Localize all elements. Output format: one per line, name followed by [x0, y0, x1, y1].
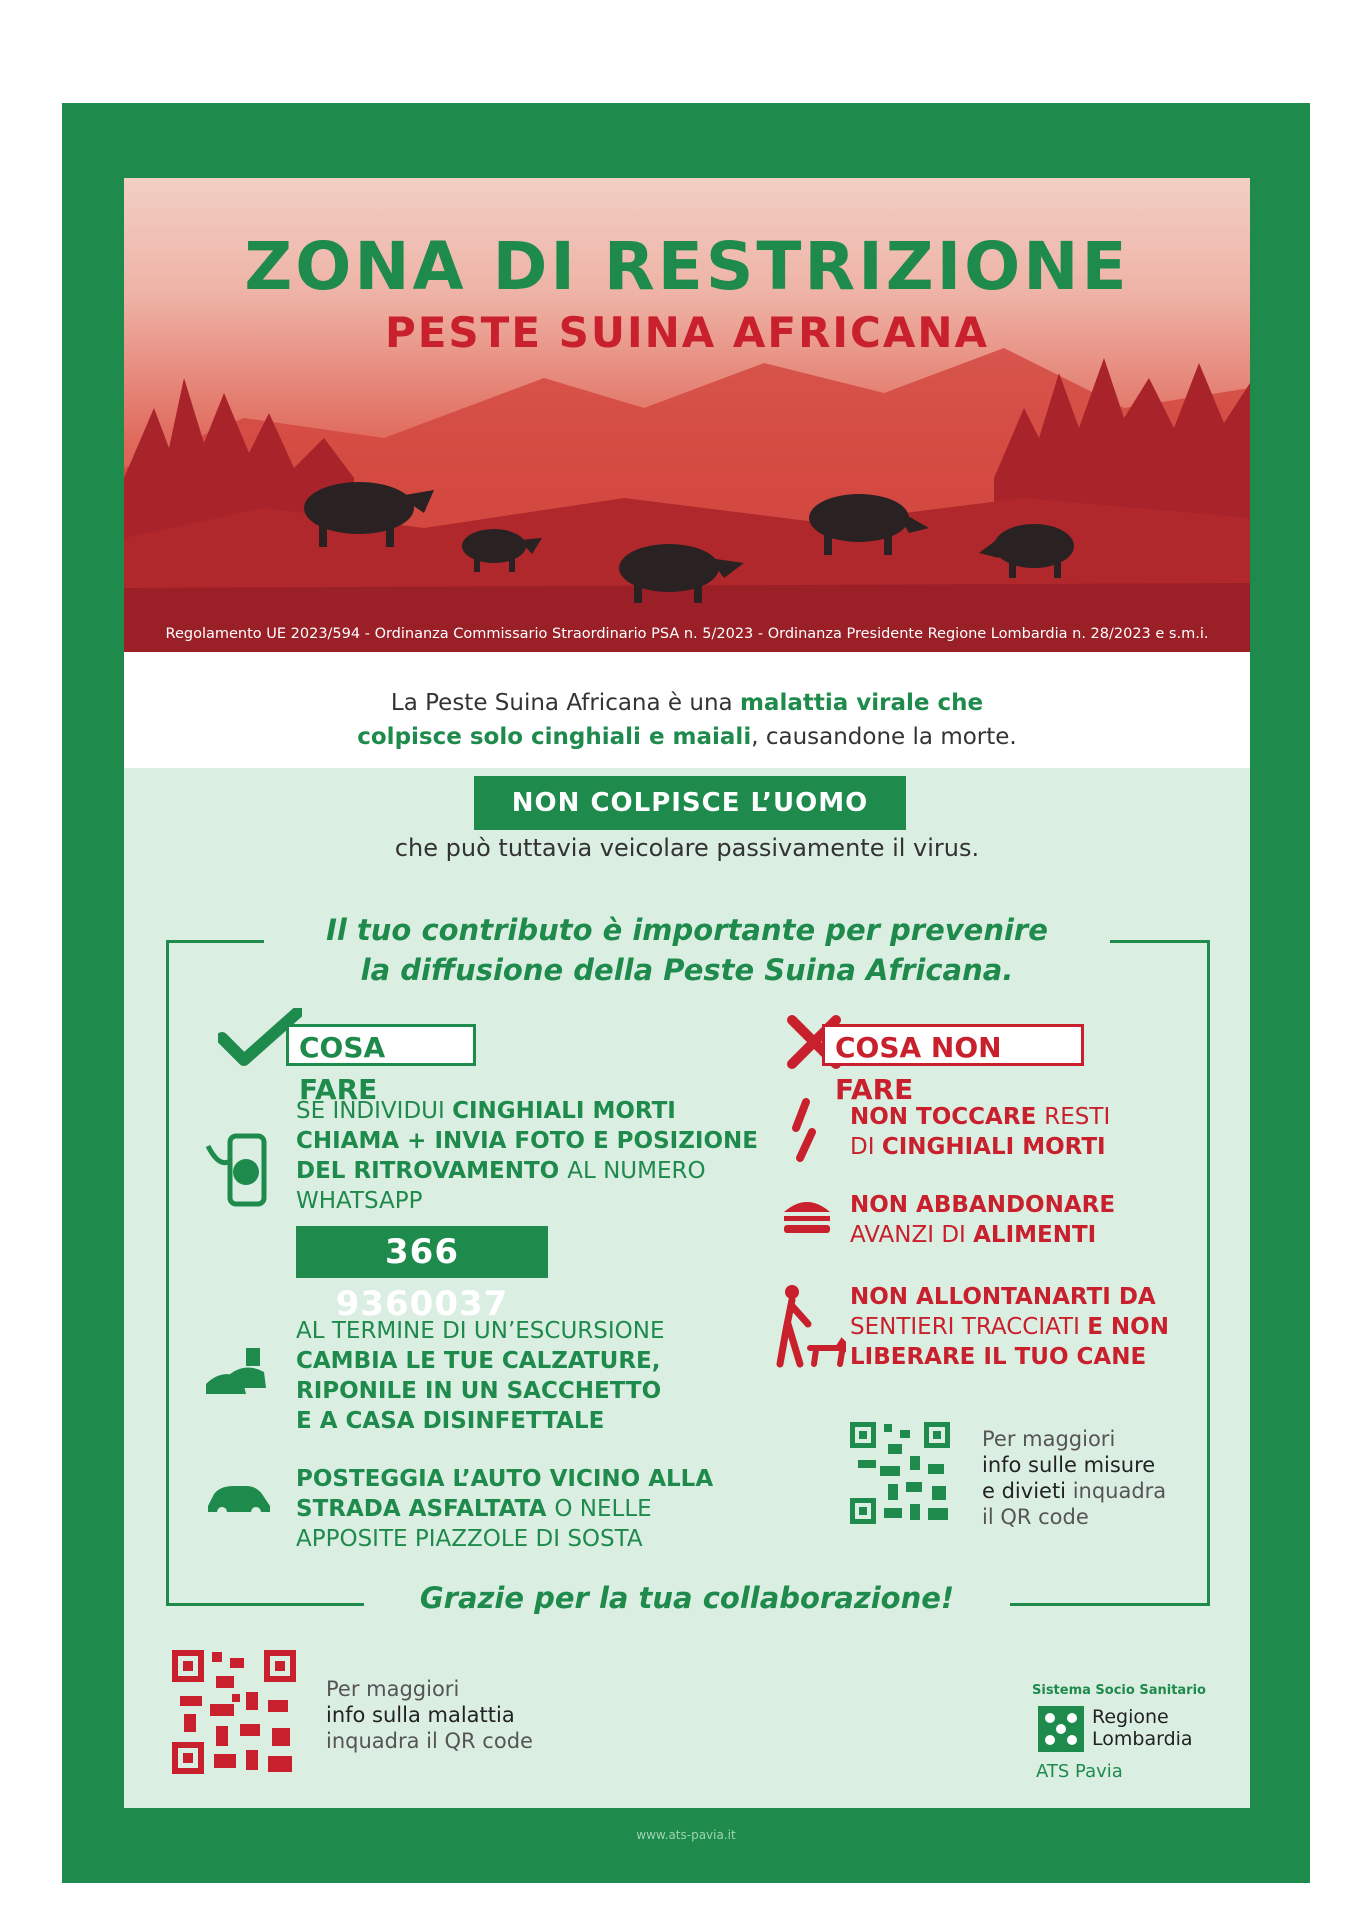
intro-section [124, 652, 1250, 768]
dont-header: COSA NON FARE [822, 1024, 1084, 1066]
qr-code-disease[interactable] [170, 1648, 298, 1776]
do-item-report: SE INDIVIDUI CINGHIALI MORTI CHIAMA + INVIA FOTO E POSIZIONE DEL RITROVAMENTO AL NUMERO WHATSAPP [296, 1098, 758, 1214]
regione-lombardia-name: Regione Lombardia [1092, 1706, 1193, 1750]
qr-measures-text: Per maggiori info sulle misure e divieti inquadra il QR code [982, 1427, 1167, 1529]
ats-system-label: Sistema Socio Sanitario [1032, 1683, 1206, 1698]
badge-subtext: che può tuttavia veicolare passivamente il virus. [394, 834, 980, 862]
sandwich-icon [780, 1196, 834, 1236]
do-item-shoes: AL TERMINE DI UN’ESCURSIONE CAMBIA LE TUE CALZATURE, RIPONILE IN UN SACCHETTO E A CASA DISINFETTALE [296, 1318, 665, 1434]
walking-dog-icon [772, 1284, 846, 1368]
poster [124, 178, 1250, 1808]
page-subtitle: PESTE SUINA AFRICANA [384, 308, 990, 357]
footer-url[interactable]: www.ats-pavia.it [636, 1828, 736, 1842]
rosa-camuna-icon [1038, 1706, 1084, 1752]
do-header: COSA FARE [286, 1024, 476, 1066]
phone-whatsapp-icon [204, 1132, 272, 1210]
not-affect-humans-badge: NON COLPISCE L’UOMO [474, 776, 906, 830]
regione-lombardia-logo [1038, 1706, 1084, 1752]
qr-code-measures[interactable] [848, 1420, 952, 1526]
thanks-message: Grazie per la tua collaborazione! [364, 1578, 1010, 1618]
qr-disease-text: Per maggiori info sulla malattia inquadra il QR code [326, 1677, 533, 1753]
shoes-disinfect-icon [202, 1344, 272, 1404]
hero-banner [124, 178, 1250, 652]
bone-icon [786, 1098, 822, 1162]
dont-item-food: NON ABBANDONARE AVANZI DI ALIMENTI [850, 1192, 1116, 1248]
regulation-reference: Regolamento UE 2023/594 - Ordinanza Commissario Straordinario PSA n. 5/2023 - Ordinanza Presidente Regione Lombardia n. 28/2023 e s.m.i. [165, 626, 1209, 642]
car-icon [204, 1482, 274, 1518]
dont-item-touch: NON TOCCARE RESTI DI CINGHIALI MORTI [850, 1104, 1111, 1160]
contribution-heading: Il tuo contributo è importante per prevenire la diffusione della Peste Suina Africana. [264, 910, 1110, 990]
whatsapp-number[interactable]: 366 9360037 [296, 1226, 548, 1278]
ats-pavia-label: ATS Pavia [1036, 1761, 1123, 1782]
page-title: ZONA DI RESTRIZIONE [244, 228, 1130, 305]
dont-item-trails: NON ALLONTANARTI DA SENTIERI TRACCIATI E NON LIBERARE IL TUO CANE [850, 1284, 1169, 1370]
do-item-parking: POSTEGGIA L’AUTO VICINO ALLA STRADA ASFALTATA O NELLE APPOSITE PIAZZOLE DI SOSTA [296, 1466, 714, 1552]
intro-text: La Peste Suina Africana è una malattia virale che colpisce solo cinghiali e maiali, causandone la morte. [357, 690, 1017, 750]
